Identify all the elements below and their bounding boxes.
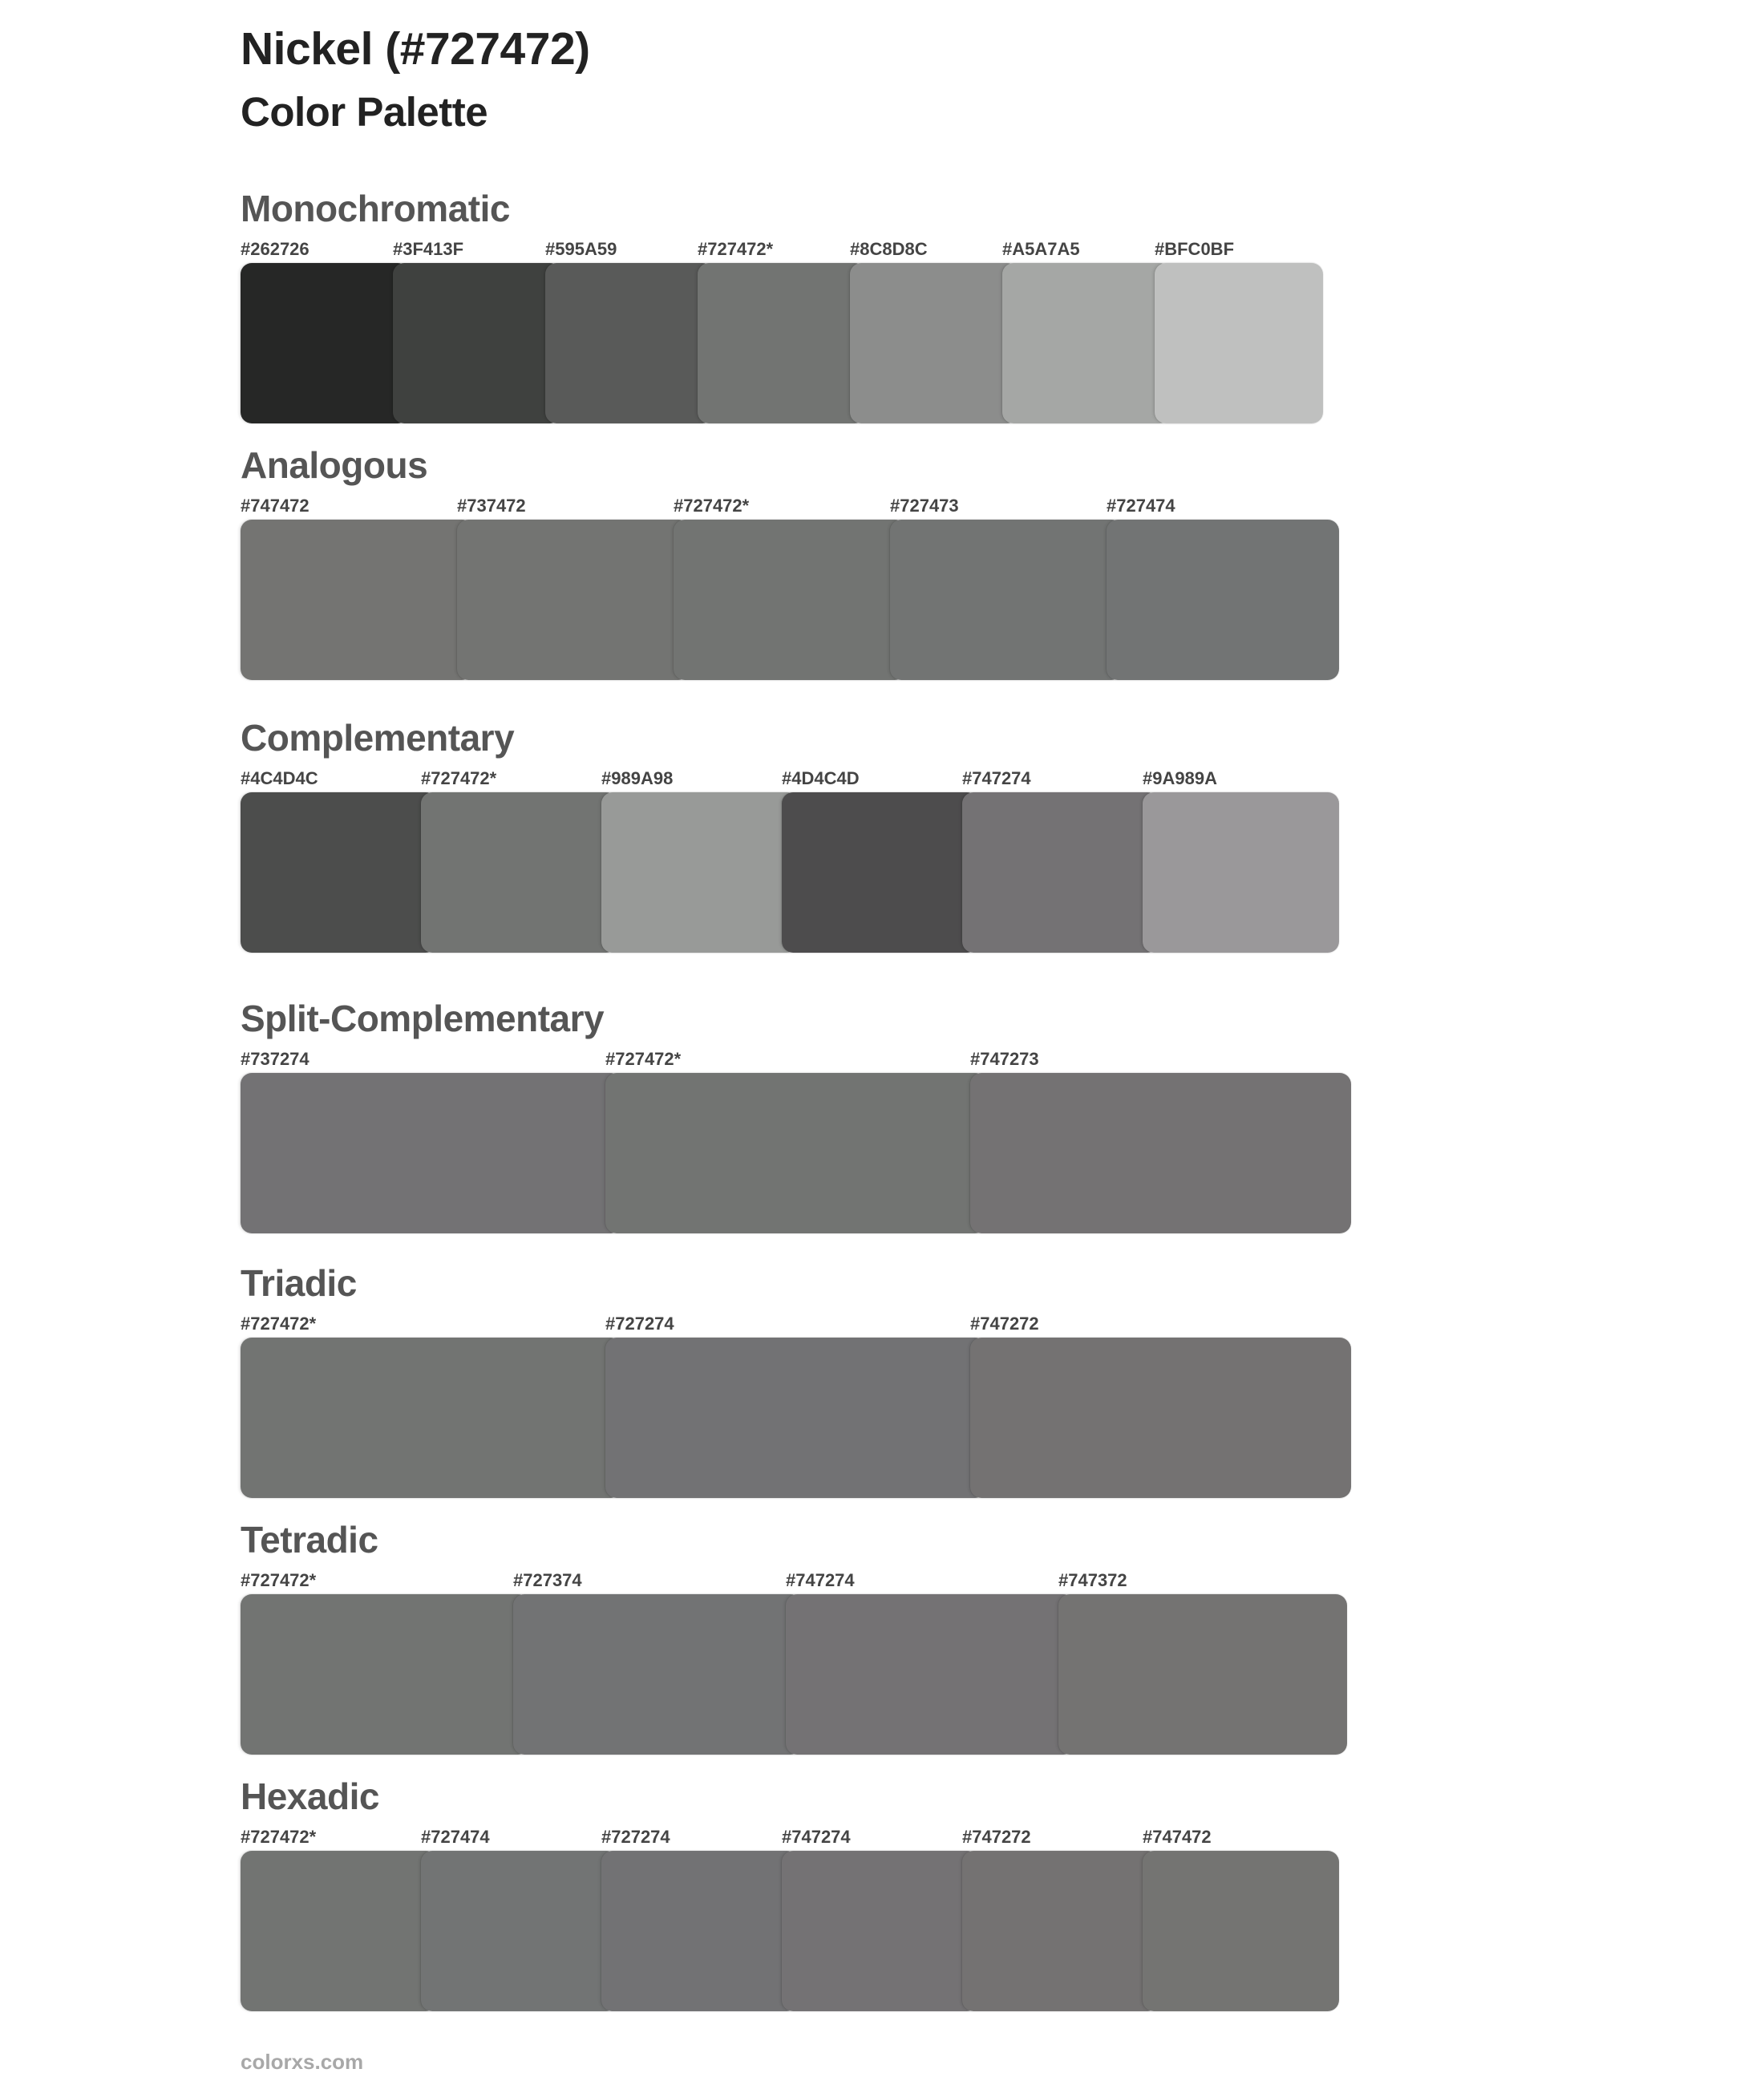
swatch-hex-label: #727472*	[674, 496, 750, 516]
swatch-hex-label: #747372	[1058, 1570, 1127, 1590]
color-swatch[interactable]	[241, 1314, 621, 1498]
section-title-triadic: Triadic	[241, 1262, 357, 1304]
swatch-hex-label: #727374	[513, 1570, 582, 1590]
color-swatch[interactable]	[241, 496, 473, 680]
color-swatch[interactable]	[241, 1827, 437, 2011]
swatch-hex-label: #747272	[970, 1314, 1039, 1334]
color-swatch[interactable]	[457, 496, 690, 680]
color-swatch[interactable]	[393, 239, 561, 423]
swatch-hex-label: #727472*	[241, 1570, 317, 1590]
swatch-hex-label: #727472*	[698, 239, 774, 259]
swatch-hex-label: #989A98	[601, 768, 674, 788]
swatch-hex-label: #747472	[241, 496, 310, 516]
color-swatch[interactable]	[786, 1570, 1074, 1755]
color-swatch[interactable]	[601, 1827, 798, 2011]
color-swatch[interactable]	[241, 1049, 621, 1233]
color-swatch[interactable]	[962, 768, 1159, 953]
section-title-analogous: Analogous	[241, 444, 428, 486]
swatch-hex-label: #595A59	[545, 239, 617, 259]
swatch-hex-label: #727472*	[421, 768, 497, 788]
swatch-hex-label: #727472*	[241, 1314, 317, 1334]
color-swatch[interactable]	[545, 239, 714, 423]
swatch-hex-label: #3F413F	[393, 239, 464, 259]
section-title-tetradic: Tetradic	[241, 1519, 378, 1561]
swatch-hex-label: #727274	[601, 1827, 670, 1847]
color-swatch[interactable]	[970, 1314, 1351, 1498]
color-swatch[interactable]	[241, 239, 409, 423]
swatch-hex-label: #727472*	[605, 1049, 682, 1069]
section-title-complementary: Complementary	[241, 717, 515, 759]
color-swatch[interactable]	[850, 239, 1018, 423]
swatch-hex-label: #727472*	[241, 1827, 317, 1847]
swatch-hex-label: #747274	[786, 1570, 855, 1590]
footer-brand-link[interactable]: colorxs.com	[241, 2050, 364, 2074]
swatch-hex-label: #747272	[962, 1827, 1031, 1847]
color-swatch[interactable]	[513, 1570, 802, 1755]
color-swatch[interactable]	[605, 1314, 986, 1498]
color-swatch[interactable]	[1058, 1570, 1347, 1755]
color-swatch[interactable]	[241, 1570, 529, 1755]
color-swatch[interactable]	[674, 496, 906, 680]
swatch-hex-label: #737274	[241, 1049, 310, 1069]
swatch-hex-label: #737472	[457, 496, 526, 516]
color-swatch[interactable]	[601, 768, 798, 953]
swatch-hex-label: #4C4D4C	[241, 768, 318, 788]
color-swatch[interactable]	[1002, 239, 1171, 423]
swatch-hex-label: #727474	[1107, 496, 1175, 516]
swatch-hex-label: #747274	[782, 1827, 851, 1847]
swatch-hex-label: #727274	[605, 1314, 674, 1334]
color-swatch[interactable]	[1143, 1827, 1339, 2011]
color-swatch[interactable]	[962, 1827, 1159, 2011]
section-title-split-complementary: Split-Complementary	[241, 998, 605, 1039]
swatch-hex-label: #747273	[970, 1049, 1039, 1069]
color-swatch[interactable]	[241, 768, 437, 953]
color-swatch[interactable]	[605, 1049, 986, 1233]
color-swatch[interactable]	[421, 1827, 617, 2011]
swatch-hex-label: #747472	[1143, 1827, 1212, 1847]
color-swatch[interactable]	[782, 768, 978, 953]
swatch-hex-label: #4D4C4D	[782, 768, 860, 788]
section-title-hexadic: Hexadic	[241, 1775, 379, 1817]
color-swatch[interactable]	[782, 1827, 978, 2011]
swatch-hex-label: #747274	[962, 768, 1031, 788]
swatch-hex-label: #A5A7A5	[1002, 239, 1080, 259]
color-swatch[interactable]	[970, 1049, 1351, 1233]
section-title-monochromatic: Monochromatic	[241, 188, 510, 229]
page-title: Nickel (#727472)	[241, 23, 590, 75]
color-swatch[interactable]	[1143, 768, 1339, 953]
swatch-hex-label: #262726	[241, 239, 310, 259]
swatch-hex-label: #8C8D8C	[850, 239, 928, 259]
color-swatch[interactable]	[698, 239, 866, 423]
color-swatch[interactable]	[1107, 496, 1339, 680]
color-swatch[interactable]	[890, 496, 1123, 680]
swatch-hex-label: #9A989A	[1143, 768, 1217, 788]
color-swatch[interactable]	[421, 768, 617, 953]
color-swatch[interactable]	[1155, 239, 1323, 423]
page-subtitle: Color Palette	[241, 89, 488, 135]
swatch-hex-label: #BFC0BF	[1155, 239, 1235, 259]
swatch-hex-label: #727474	[421, 1827, 490, 1847]
swatch-hex-label: #727473	[890, 496, 959, 516]
